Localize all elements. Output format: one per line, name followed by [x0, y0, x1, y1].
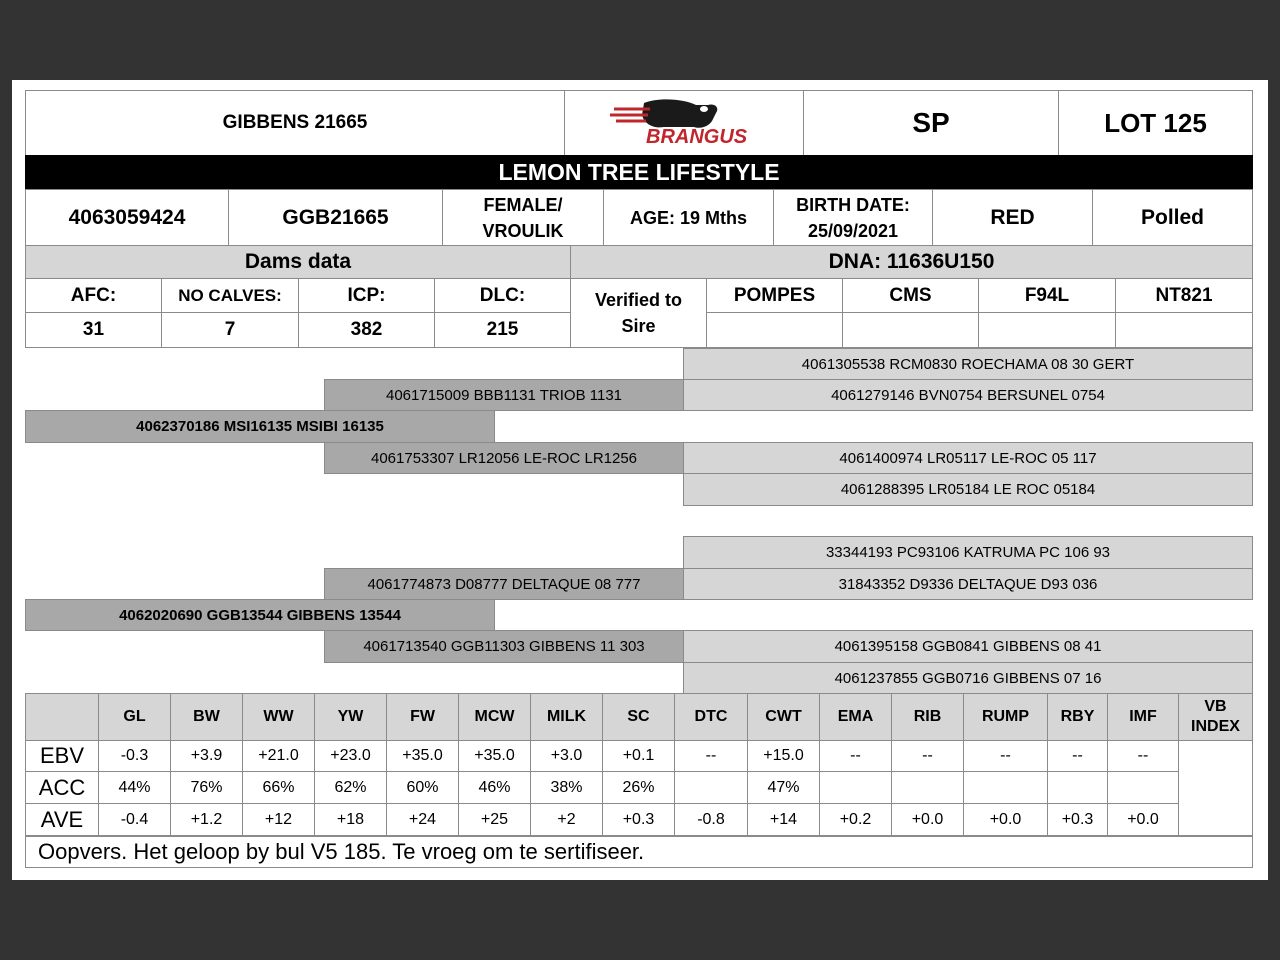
ebv-cell: -- [674, 740, 748, 772]
ebv-cell: 76% [170, 771, 243, 804]
birth-value: 25/09/2021 [807, 220, 899, 241]
ebv-cell: 46% [458, 771, 531, 804]
ebv-cell: +23.0 [314, 740, 387, 772]
ebv-cell: +1.2 [170, 803, 243, 837]
ebv-cell [891, 771, 964, 804]
pedigree-sds: 4061400974 LR05117 LE-ROC 05 117 [683, 442, 1253, 474]
ebv-header-yw: YW [314, 693, 387, 741]
sex [442, 189, 604, 246]
vb-index-line1: VB [1204, 698, 1227, 715]
ebv-cell: +0.0 [891, 803, 964, 837]
pedigree-dds: 4061395158 GGB0841 GIBBENS 08 41 [683, 630, 1253, 663]
ebv-cell: +12 [242, 803, 315, 837]
dna-test-cms: CMS [842, 278, 979, 313]
ebv-header-gl: GL [98, 693, 171, 741]
ebv-cell: +25 [458, 803, 531, 837]
ebv-cell: 60% [386, 771, 459, 804]
ebv-corner [25, 693, 99, 741]
dna-result-cms [842, 312, 979, 348]
tattoo: GGB21665 [228, 189, 443, 246]
dna-test-pompes: POMPES [706, 278, 843, 313]
pedigree-sire: 4062370186 MSI16135 MSIBI 16135 [25, 410, 495, 443]
icp-value: 382 [298, 312, 435, 348]
ebv-cell: -0.4 [98, 803, 171, 837]
ebv-cell: -- [963, 740, 1048, 772]
ebv-cell: +24 [386, 803, 459, 837]
ebv-cell: +0.3 [1047, 803, 1108, 837]
pedigree-sss: 4061305538 RCM0830 ROECHAMA 08 30 GERT [683, 348, 1253, 380]
ebv-cell: 44% [98, 771, 171, 804]
calves-value: 7 [161, 312, 299, 348]
ebv-header-vb-index [1178, 693, 1253, 741]
animal-name: LEMON TREE LIFESTYLE [25, 155, 1253, 190]
dna-test-nt821: NT821 [1115, 278, 1253, 313]
registration-number: 4063059424 [25, 189, 229, 246]
ebv-cell [674, 771, 748, 804]
pedigree-ssd: 4061279146 BVN0754 BERSUNEL 0754 [683, 379, 1253, 411]
ebv-header-ww: WW [242, 693, 315, 741]
ebv-cell [963, 771, 1048, 804]
calves-label: NO CALVES: [161, 278, 299, 313]
ebv-cell: 26% [602, 771, 675, 804]
dna-test-f94l: F94L [978, 278, 1116, 313]
ebv-cell: -0.8 [674, 803, 748, 837]
pedigree-dsd: 31843352 D9336 DELTAQUE D93 036 [683, 568, 1253, 600]
pedigree-dss: 33344193 PC93106 KATRUMA PC 106 93 [683, 536, 1253, 569]
ebv-cell [819, 771, 892, 804]
ebv-cell: +21.0 [242, 740, 315, 772]
ebv-header-milk: MILK [530, 693, 603, 741]
ebv-cell: -- [891, 740, 964, 772]
ebv-header-bw: BW [170, 693, 243, 741]
ebv-cell: -- [819, 740, 892, 772]
ebv-cell: +0.3 [602, 803, 675, 837]
ebv-cell: +35.0 [386, 740, 459, 772]
birth-label: BIRTH DATE: [796, 194, 910, 215]
logo-text: BRANGUS [646, 126, 748, 148]
afc-label: AFC: [25, 278, 162, 313]
ebv-cell: -0.3 [98, 740, 171, 772]
ebv-header-rby: RBY [1047, 693, 1108, 741]
dams-data-title: Dams data [25, 245, 571, 279]
vb-index-value [1178, 740, 1253, 837]
animal-card [12, 80, 1268, 880]
afc-value: 31 [25, 312, 162, 348]
ebv-cell: +0.0 [963, 803, 1048, 837]
ebv-cell: +18 [314, 803, 387, 837]
pedigree-ddd: 4061237855 GGB0716 GIBBENS 07 16 [683, 662, 1253, 694]
grade-code: SP [803, 90, 1059, 156]
ebv-row-label: EBV [25, 740, 99, 772]
ebv-cell: -- [1047, 740, 1108, 772]
dna-result-f94l [978, 312, 1116, 348]
breeder-name: GIBBENS 21665 [25, 90, 565, 156]
ebv-header-cwt: CWT [747, 693, 820, 741]
dna-result-nt821 [1115, 312, 1253, 348]
horn-status: Polled [1092, 189, 1253, 246]
sex-line1: FEMALE/ [483, 194, 563, 215]
age: AGE: 19 Mths [603, 189, 774, 246]
ebv-cell: +2 [530, 803, 603, 837]
ebv-cell: 47% [747, 771, 820, 804]
ebv-header-sc: SC [602, 693, 675, 741]
sex-line2: VROULIK [482, 220, 564, 241]
bull-icon [604, 95, 764, 151]
ebv-header-dtc: DTC [674, 693, 748, 741]
icp-label: ICP: [298, 278, 435, 313]
pedigree-dam-sire: 4061774873 D08777 DELTAQUE 08 777 [324, 568, 684, 600]
color: RED [932, 189, 1093, 246]
ebv-cell: +15.0 [747, 740, 820, 772]
dlc-label: DLC: [434, 278, 571, 313]
pedigree-sire-dam: 4061753307 LR12056 LE-ROC LR1256 [324, 442, 684, 474]
lot-number: LOT 125 [1058, 90, 1253, 156]
dna-title: DNA: 11636U150 [570, 245, 1253, 279]
brangus-logo [564, 90, 804, 156]
ebv-cell: +3.9 [170, 740, 243, 772]
ebv-cell: 62% [314, 771, 387, 804]
comment-note: Oopvers. Het geloop by bul V5 185. Te vroeg om te sertifiseer. [25, 835, 1253, 868]
ebv-header-fw: FW [386, 693, 459, 741]
ebv-header-rib: RIB [891, 693, 964, 741]
dlc-value: 215 [434, 312, 571, 348]
pedigree-dam: 4062020690 GGB13544 GIBBENS 13544 [25, 599, 495, 631]
verified-line1: Verified to [594, 290, 683, 310]
ebv-cell: +0.1 [602, 740, 675, 772]
pedigree-sdd: 4061288395 LR05184 LE ROC 05184 [683, 473, 1253, 506]
birth-date [773, 189, 933, 246]
ebv-row-label: ACC [25, 771, 99, 804]
ebv-cell: +0.0 [1107, 803, 1179, 837]
ebv-header-mcw: MCW [458, 693, 531, 741]
ebv-header-imf: IMF [1107, 693, 1179, 741]
pedigree-dam-dam: 4061713540 GGB11303 GIBBENS 11 303 [324, 630, 684, 663]
ebv-cell: 38% [530, 771, 603, 804]
verified-line2: Sire [621, 316, 656, 336]
ebv-cell: 66% [242, 771, 315, 804]
ebv-cell: -- [1107, 740, 1179, 772]
vb-index-line2: INDEX [1191, 718, 1240, 735]
ebv-header-ema: EMA [819, 693, 892, 741]
ebv-header-rump: RUMP [963, 693, 1048, 741]
ebv-row-label: AVE [25, 803, 99, 837]
dna-result-pompes [706, 312, 843, 348]
ebv-cell: +14 [747, 803, 820, 837]
pedigree-sire-sire: 4061715009 BBB1131 TRIOB 1131 [324, 379, 684, 411]
ebv-cell [1047, 771, 1108, 804]
ebv-cell [1107, 771, 1179, 804]
ebv-cell: +35.0 [458, 740, 531, 772]
ebv-cell: +0.2 [819, 803, 892, 837]
ebv-cell: +3.0 [530, 740, 603, 772]
verified-to-sire [570, 278, 707, 348]
